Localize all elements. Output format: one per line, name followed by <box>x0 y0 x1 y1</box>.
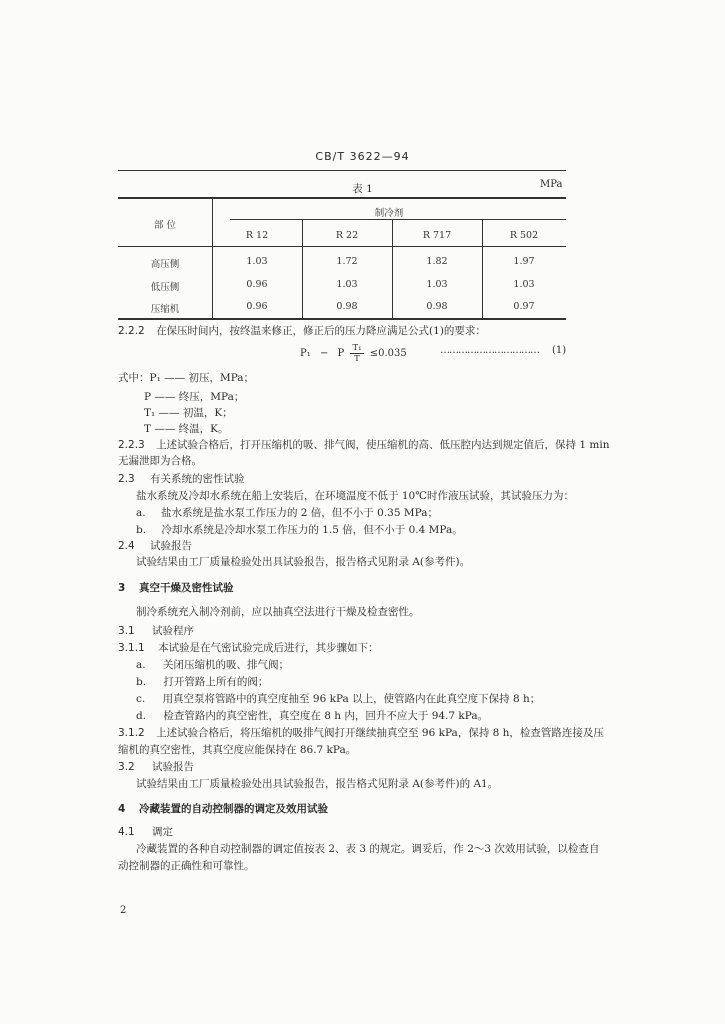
list-text: 打开管路上所有的阀； <box>163 676 269 688</box>
table-cell: 1.72 <box>336 256 358 267</box>
clause-2-3-intro: 盐水系统及冷却水系统在船上安装后，在环境温度不低于 10℃时作液压试验，其试验压力为： <box>136 490 574 502</box>
list-item <box>136 657 289 672</box>
table-cell: 0.98 <box>426 301 448 312</box>
row-label: 低压侧 <box>150 282 180 293</box>
group-header-rule <box>230 219 566 220</box>
formula-1 <box>300 343 407 364</box>
table-title: 表 1 <box>352 183 373 195</box>
clause-text: 上述试验合格后，将压缩机的吸排气阀打开继续抽真空至 96 kPa，保持 8 h，检查管路连接及压 <box>156 727 604 739</box>
list-label: a. <box>136 659 146 671</box>
table-bottom-rule <box>118 318 566 320</box>
table-cell: 0.96 <box>246 301 268 312</box>
table-cell: 1.03 <box>426 279 448 290</box>
clause-text-continued: 无漏泄即为合格。 <box>118 455 202 467</box>
section-4-heading <box>118 801 328 816</box>
section-3-heading <box>118 580 233 595</box>
clause-2-4-text: 试验结果由工厂质量检验处出具试验报告，报告格式见附录 A(参考件)。 <box>136 556 471 568</box>
clause-3-1-1 <box>118 640 379 655</box>
clause-text-continued: 缩机的真空密性，其真空度应能保持在 86.7 kPa。 <box>118 744 357 756</box>
clause-4-1-heading <box>118 824 173 839</box>
table-cell: 1.97 <box>513 256 535 267</box>
refrigerant-header: R 12 <box>245 230 269 241</box>
page-number: 2 <box>120 905 127 916</box>
list-item <box>136 691 540 706</box>
list-label: d. <box>136 710 147 722</box>
where-line: 式中：P₁ —— 初压，MPa； <box>118 372 255 384</box>
list-text: 检查管路内的真空密性，真空度在 8 h 内，回升不应大于 94.7 kPa。 <box>163 710 489 722</box>
where-line: T —— 终温，K。 <box>144 423 229 435</box>
group-header: 制冷剂 <box>374 208 404 219</box>
table-cell: 1.03 <box>246 256 268 267</box>
clause-2-2-3 <box>118 437 610 452</box>
section-title: 真空干燥及密性试验 <box>138 582 234 594</box>
where-line: P —— 终压，MPa； <box>144 391 245 403</box>
clause-text: 在保压时间内，按终温来修正，修正后的压力降应满足公式(1)的要求： <box>156 325 486 337</box>
table-cell: 0.97 <box>513 301 535 312</box>
clause-number: 2.3 <box>118 473 135 485</box>
clause-title: 试验报告 <box>152 761 195 773</box>
list-label: c. <box>136 693 146 705</box>
clause-number: 2.2.3 <box>118 439 145 451</box>
table-cell: 1.03 <box>513 279 535 290</box>
row-label: 高压侧 <box>150 259 180 270</box>
clause-number: 3.1 <box>118 625 135 637</box>
formula-equation-number: (1) <box>552 345 567 356</box>
formula-fraction <box>350 343 363 364</box>
clause-text-continued: 动控制器的正确性和可靠性。 <box>118 860 255 872</box>
clause-title: 调定 <box>152 826 174 838</box>
formula-dots: …………………………… <box>440 345 539 356</box>
clause-4-1-text: 冷藏装置的各种自动控制器的调定值按表 2、表 3 的规定。调妥后，作 2～3 次效用试验，以检查自 <box>136 843 600 855</box>
clause-text: 本试验是在气密试验完成后进行，其步骤如下： <box>158 642 379 654</box>
list-text: 用真空泵将管路中的真空度抽至 96 kPa 以上，使管路内在此真空度下保持 8 h； <box>162 693 541 705</box>
clause-3-1-heading <box>118 623 194 638</box>
row-label: 压缩机 <box>150 304 180 315</box>
formula-denominator: T <box>354 354 360 364</box>
formula-minus: − <box>319 348 329 359</box>
table-header-rule <box>118 246 566 247</box>
formula-numerator: T₁ <box>352 343 362 353</box>
where-line: T₁ —— 初温，K； <box>144 407 233 419</box>
clause-3-1-2 <box>118 725 604 740</box>
table-unit: MPa <box>540 179 563 190</box>
list-text: 关闭压缩机的吸、排气阀； <box>162 659 289 671</box>
list-item <box>136 505 438 520</box>
clause-number: 3.1.2 <box>118 727 145 739</box>
header-rule <box>118 170 566 171</box>
clause-title: 试验报告 <box>150 540 193 552</box>
formula-lhs: P₁ <box>300 348 311 359</box>
clause-number: 2.2.2 <box>118 325 145 337</box>
clause-number: 3.2 <box>118 761 135 773</box>
clause-number: 3.1.1 <box>118 642 145 654</box>
list-text: 盐水系统是盐水泵工作压力的 2 倍，但不小于 0.35 MPa； <box>160 507 438 519</box>
clause-2-2-2 <box>118 323 486 338</box>
clause-number: 2.4 <box>118 540 135 552</box>
clause-2-3-heading <box>118 471 245 486</box>
section-title: 冷藏装置的自动控制器的调定及效用试验 <box>138 803 328 815</box>
table-top-rule <box>118 197 566 199</box>
row-header: 部 位 <box>153 220 177 231</box>
refrigerant-header: R 502 <box>509 230 539 241</box>
list-label: a. <box>136 507 146 519</box>
list-item <box>136 674 268 689</box>
clause-title: 试验程序 <box>152 625 195 637</box>
clause-2-4-heading <box>118 538 192 553</box>
table-cell: 1.82 <box>426 256 448 267</box>
formula-rhs: P <box>337 348 345 359</box>
standard-number: CB/T 3622—94 <box>315 150 410 163</box>
list-item <box>136 522 463 537</box>
list-item <box>136 708 488 723</box>
table-cell: 0.96 <box>246 279 268 290</box>
section-number: 4 <box>118 803 126 815</box>
clause-text: 上述试验合格后，打开压缩机的吸、排气阀，使压缩机的高、低压腔内达到规定值后，保持 1 min <box>156 439 610 451</box>
clause-number: 4.1 <box>118 826 135 838</box>
list-label: b. <box>136 676 147 688</box>
list-text: 冷却水系统是冷却水泵工作压力的 1.5 倍，但不小于 0.4 MPa。 <box>161 524 463 536</box>
clause-3-2-heading <box>118 759 194 774</box>
clause-3-2-text: 试验结果由工厂质量检验处出具试验报告，报告格式见附录 A(参考件)的 A1。 <box>136 778 499 790</box>
refrigerant-header: R 717 <box>422 230 452 241</box>
section-number: 3 <box>118 582 126 594</box>
clause-title: 有关系统的密性试验 <box>150 473 245 485</box>
formula-tail: ≤0.035 <box>369 348 407 359</box>
table-cell: 0.98 <box>336 301 358 312</box>
list-label: b. <box>136 524 147 536</box>
section-3-intro: 制冷系统充入制冷剂前，应以抽真空法进行干燥及检查密性。 <box>136 606 420 618</box>
table-cell: 1.03 <box>336 279 358 290</box>
refrigerant-header: R 22 <box>335 230 359 241</box>
